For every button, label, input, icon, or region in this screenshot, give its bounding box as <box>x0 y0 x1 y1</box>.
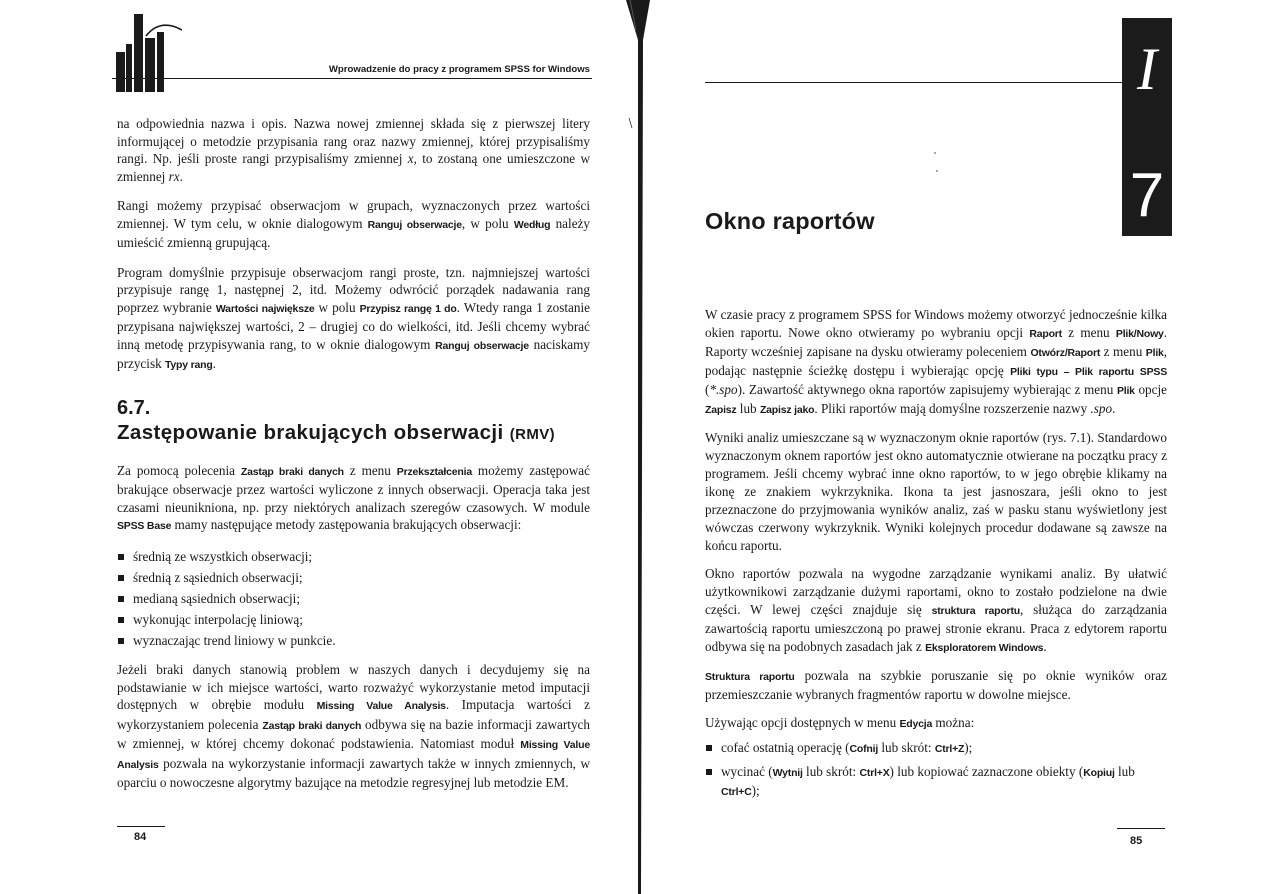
header-rule <box>112 78 592 79</box>
bar-chart-logo <box>112 14 182 94</box>
list-item: medianą sąsiednich obserwacji; <box>117 590 590 608</box>
edit-options-list <box>705 739 1167 802</box>
paragraph: Struktura raportu pozwala na szybkie poruszanie się po oknie wyników oraz przemieszczanie wybranych fragmentów raportu w dowolne miejsce. <box>705 668 1168 702</box>
paragraph: Wyniki analiz umieszczane są w wyznaczonym oknie raportów (rys. 7.1). Standardowo wyznaczonym oknem raportów jest okno automatycznie otwierane na początku pracy z programem. Jeśli chcemy wybrać inne okno raportów, to w jego obrębie klikamy na ikonę ze znakiem wykrzyknika. Ikona ta jest jasnoszara, jeśli okno to jest przeznaczone do przyjmowania wyników analiz, zaś w pasku stanu wyświetlony jest wówczas czerwony wykrzyknik. Wyniki kolejnych procedur dodawane są zawsze na końcu raportu. <box>705 430 1167 553</box>
header-rule <box>705 82 1123 83</box>
list-item: cofać ostatnią operację (Cofnij lub skrót: Ctrl+Z); <box>705 739 1167 759</box>
chapter-roman: I <box>1137 36 1157 102</box>
methods-list <box>117 548 590 650</box>
list-item: średnią z sąsiednich obserwacji; <box>117 569 590 587</box>
book-gutter <box>626 0 650 894</box>
paragraph: Rangi możemy przypisać obserwacjom w grupach, wyznaczonych przez wartości zmiennej. W tym celu, w oknie dialogowym Ranguj obserwacje, w polu Według należy umieścić zmienną grupującą. <box>117 198 590 250</box>
paragraph: Jeżeli braki danych stanowią problem w naszych danych i decydujemy się na podstawianie w ich miejsce wartości, warto rozważyć wykorzystanie metod imputacji dostępnych w obrębie modułu Missing Value Analysis. Imputacja wartości z wykorzystaniem polecenia Zastąp braki danych odbywa się na bazie informacji zawartych w zmiennej, w której chcemy dokonać podstawienia. Natomiast moduł Missing Value Analysis pozwala na wykorzystanie informacji zawartych także w innych zmiennych, w oparciu o nowoczesne algorytmy bazujące na metodzie regresyjnej lub metodzie EM. <box>117 662 591 790</box>
folio-rule <box>117 826 165 827</box>
running-header: Wprowadzenie do pracy z programem SPSS for Windows <box>328 64 590 75</box>
list-item: średnią ze wszystkich obserwacji; <box>117 548 590 566</box>
section-number: 6.7. <box>117 396 151 419</box>
print-speck <box>936 170 938 172</box>
paragraph: Okno raportów pozwala na wygodne zarządzanie wynikami analiz. By ułatwić użytkownikowi zarządzanie dużymi raportami, okno to zostało podzielone na dwie części. W lewej części znajduje się struktura raportu, służąca do zarządzania zawartością raportu umieszczoną po prawej stronie ekranu. Praca z edytorem raportu odbywa się na podobnych zasadach jak z Eksploratorem Windows. <box>705 566 1167 654</box>
page-number: 85 <box>1130 835 1143 847</box>
chapter-number: 7 <box>1129 161 1165 230</box>
paragraph: Używając opcji dostępnych w menu Edycja można: <box>705 715 975 730</box>
list-item: wycinać (Wytnij lub skrót: Ctrl+X) lub kopiować zaznaczone obiekty (Kopiuj lub Ctrl+C); <box>705 763 1167 802</box>
list-item: wyznaczając trend liniowy w punkcie. <box>117 632 590 650</box>
paragraph: W czasie pracy z programem SPSS for Windows możemy otworzyć jednocześnie kilka okien raportu. Nowe okno otwieramy po wybraniu opcji Raport z menu Plik/Nowy. Raporty wcześniej zapisane na dysku otwieramy poleceniem Otwórz/Raport z menu Plik, podając następnie ścieżkę dostępu i wybierając opcję Pliki typu – Plik raportu SPSS (*.spo). Zawartość aktywnego okna raportów zapisujemy wybierając z menu Plik opcje Zapisz lub Zapisz jako. Pliki raportów mają domyślne rozszerzenie nazwy .spo. <box>705 307 1168 416</box>
right-page-body <box>705 306 1167 814</box>
list-item: wykonując interpolację liniową; <box>117 611 590 629</box>
folio-rule <box>1117 828 1165 829</box>
paragraph: na odpowiednia nazwa i opis. Nazwa nowej zmiennej składa się z pierwszej litery informującej o metodzie przypisania rang oraz nazwy zmiennej, której przypisaliśmy rangi. Np. jeśli proste rangi przypisaliśmy zmiennej x, to zostaną one umieszczone w zmiennej rx. <box>117 116 590 184</box>
paragraph: Za pomocą polecenia Zastąp braki danych z menu Przekształcenia możemy zastępować brakujące obserwacje przez wartości wyliczone z innych obserwacji. Operacja taka jest czasami nieunikniona, np. przy niektórych analizach szeregów czasowych. W module SPSS Base mamy następujące metody zastępowania brakujących obserwacji: <box>117 462 591 532</box>
left-page-body <box>117 115 590 804</box>
page-number: 84 <box>134 831 147 843</box>
chapter-title: Okno raportów <box>705 208 875 234</box>
section-title: Zastępowanie brakujących obserwacji (RMV) <box>117 420 556 444</box>
paragraph: Program domyślnie przypisuje obserwacjom rangi proste, tzn. najmniejszej wartości przypisuje rangę 1, następnej 2, itd. Możemy odwrócić porządek nadawania rang poprzez wybranie Wartości największe w polu Przypisz rangę 1 do. Wtedy ranga 1 zostanie przypisana największej wartości, 2 – drugiej co do wielkości, itd. Jeśli chcemy wybrać inną metodę przypisywania rang, to w oknie dialogowym Ranguj obserwacje naciskamy przycisk Typy rang. <box>117 264 591 371</box>
print-speck <box>934 152 936 154</box>
